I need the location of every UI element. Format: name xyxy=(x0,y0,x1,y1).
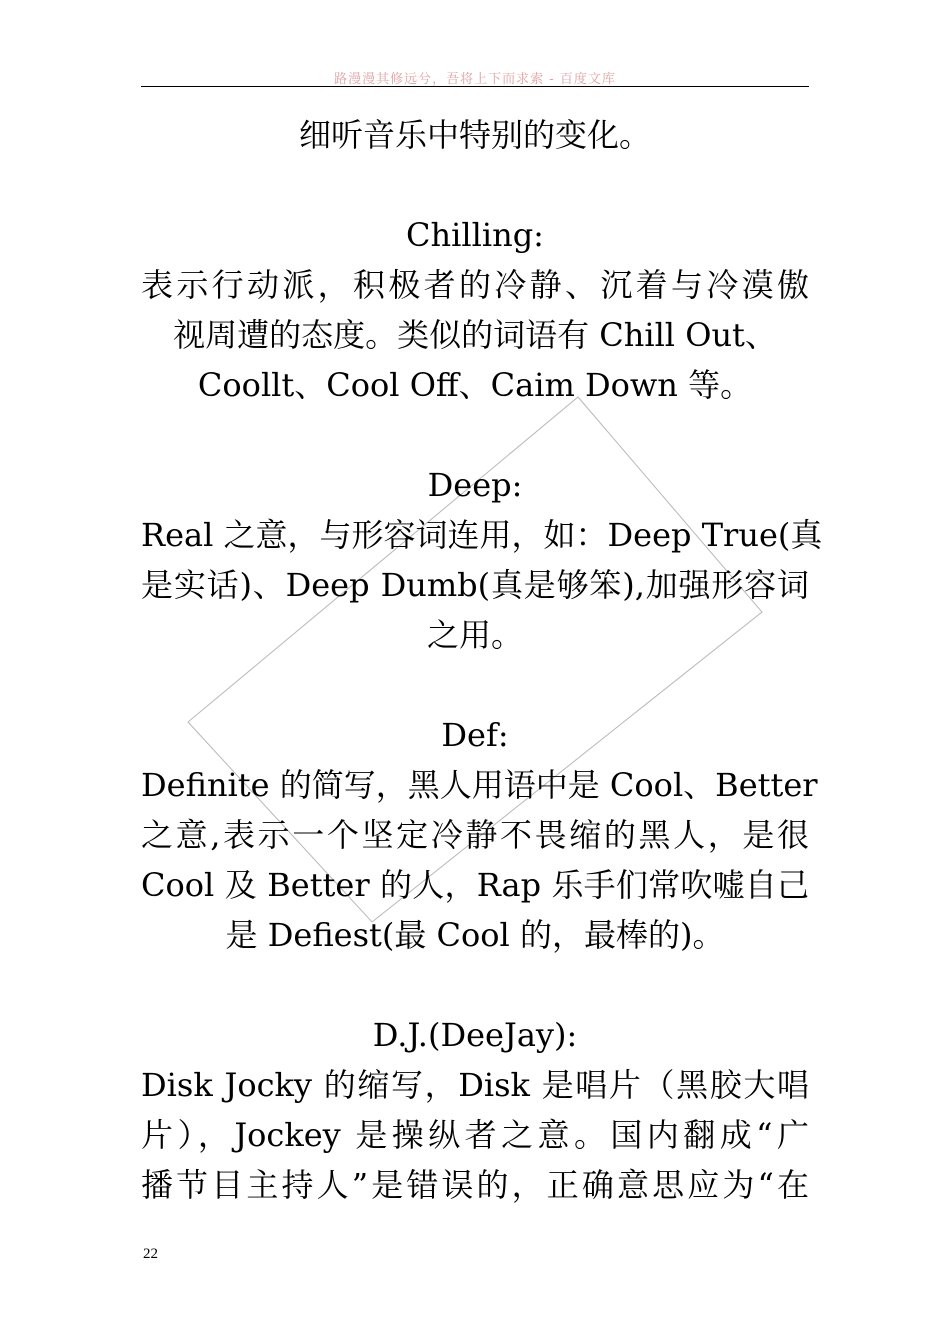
term-heading: Def: xyxy=(441,716,509,754)
text-line: 是 Defiest(最 Cool 的，最棒的)。 xyxy=(225,916,725,954)
header-divider xyxy=(141,86,809,87)
text-line: 是实话)、Deep Dumb(真是够笨),加强形容词 xyxy=(141,566,809,604)
text-line: Definite 的简写，黑人用语中是 Cool、Better xyxy=(141,766,818,804)
term-heading: Deep: xyxy=(427,466,523,504)
text-block xyxy=(141,460,823,660)
document-header: 路漫漫其修远兮，吾将上下而求索 - 百度文库 xyxy=(334,72,616,87)
text-line: Coollt、Cool Off、Caim Down 等。 xyxy=(197,366,753,404)
document-body xyxy=(141,110,823,1210)
text-line: 之意,表示一个坚定冷静不畏缩的黑人，是很 xyxy=(141,816,809,854)
text-block xyxy=(141,110,809,160)
text-line: Real 之意，与形容词连用，如：Deep True(真 xyxy=(141,516,823,554)
paragraph-gap xyxy=(141,410,809,460)
term-heading: Chilling: xyxy=(406,216,544,254)
text-line: 视周遭的态度。类似的词语有 Chill Out、 xyxy=(173,316,777,354)
text-block xyxy=(141,1010,809,1210)
text-line: 片），Jockey 是操纵者之意。国内翻成“广 xyxy=(141,1116,809,1154)
paragraph-gap xyxy=(141,160,809,210)
paragraph-gap xyxy=(141,660,809,710)
page-number: 22 xyxy=(143,1246,158,1262)
text-line: Cool 及 Better 的人，Rap 乐手们常吹嘘自己 xyxy=(141,866,809,904)
text-block xyxy=(141,710,818,960)
text-line: Disk Jocky 的缩写，Disk 是唱片（黑胶大唱 xyxy=(141,1066,809,1104)
text-line: 播节目主持人”是错误的，正确意思应为“在 xyxy=(141,1166,809,1204)
text-line: 之用。 xyxy=(426,616,523,654)
text-line: 细听音乐中特别的变化。 xyxy=(298,116,651,154)
text-block xyxy=(141,210,809,410)
paragraph-gap xyxy=(141,960,809,1010)
text-line: 表示行动派，积极者的冷静、沉着与冷漠傲 xyxy=(141,266,809,304)
term-heading: D.J.(DeeJay): xyxy=(372,1016,578,1054)
